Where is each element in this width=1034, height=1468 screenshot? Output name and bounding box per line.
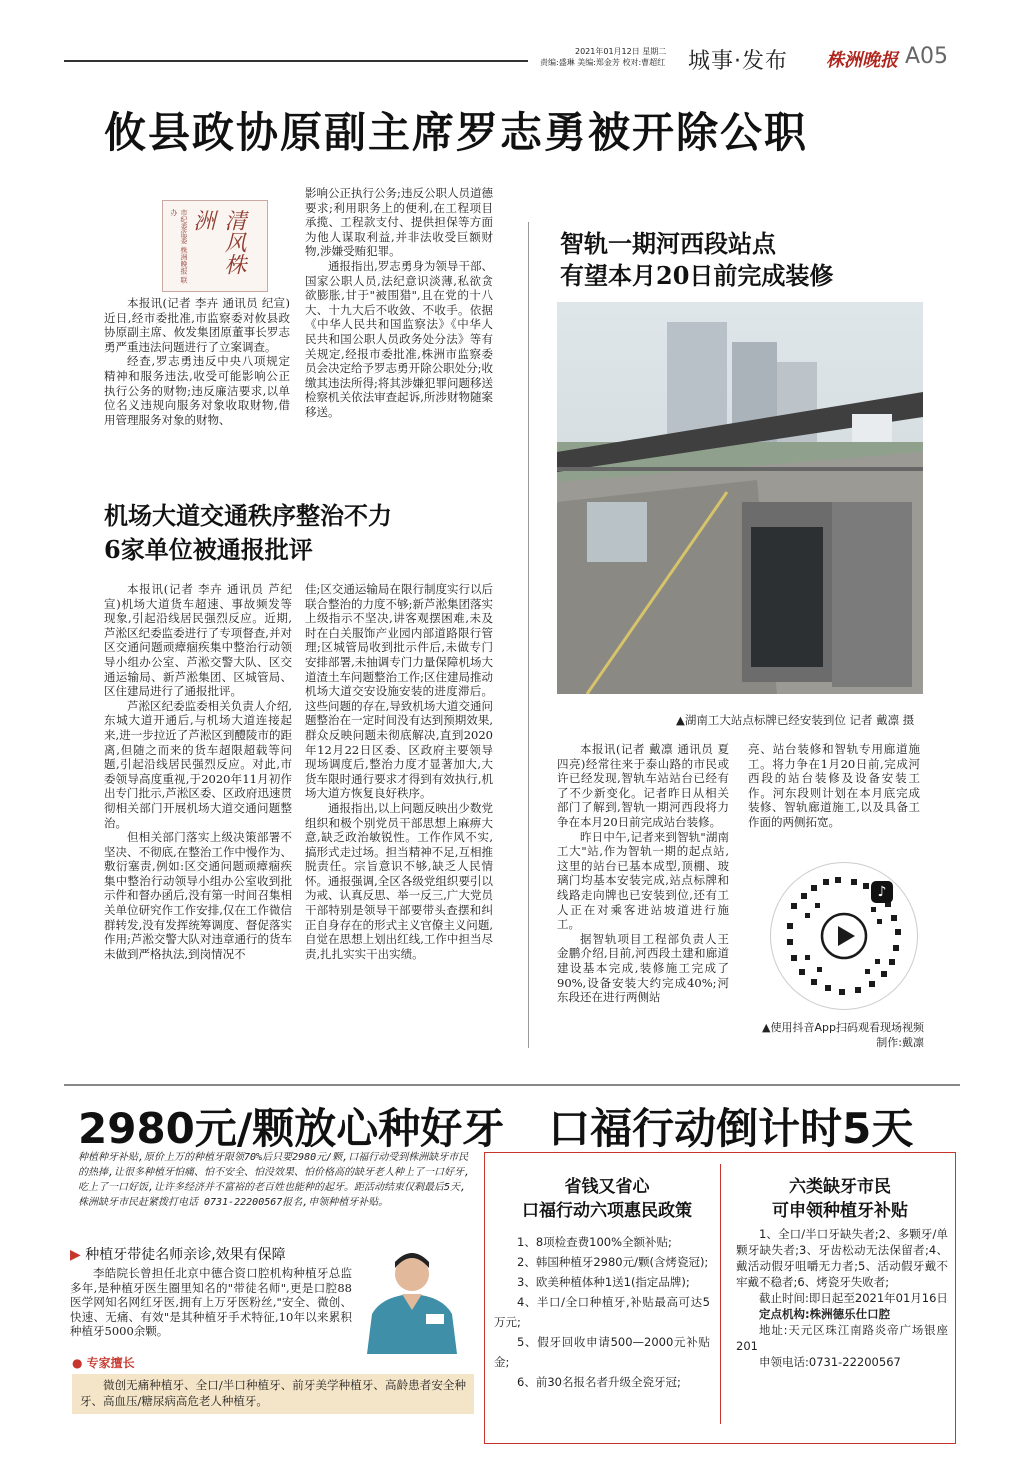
subsidy-title2: 可申领种植牙补贴 [772,1201,908,1221]
subsidy-text-p: 1、全口/半口牙缺失者;2、多颗牙/单颗牙缺失者;3、牙齿松动无法保留者;4、戴活动假牙咀嚼无力者;5、活动假牙戴不牢戴不稳者;6、烤瓷牙失败者; [736,1227,948,1289]
article1-col1-p2: 经查,罗志勇违反中央八项规定精神和服务违法,收受可能影响公正执行公务的财物;违反廉洁要求,以单位名义违规向服务对象收取财物,借用管理服务对象的财物、 [104,354,290,427]
article2-col1-p1: 本报讯(记者 李卉 通讯员 芦纪宣)机场大道货车超速、事故频发等现象,引起沿线居民强烈反应。近期,芦淞区纪委监委进行了专项督查,并对区交通问题顽瘴痼疾集中整治行动领导小组办公室、芦淞交警大队、区交通运输局、新芦淞集团、区城管局、区住建局进行了通报批评。 [104,582,292,699]
brand-logo: 株洲晚报 [826,50,898,71]
douyin-logo-icon: ♪ [871,881,893,903]
doctor-text-p: 李皓院长曾担任北京中德合资口腔机构种植牙总监多年,是种植牙医生圈里知名的"带徒名师",更是口腔88医学网知名网红牙医,拥有上万牙医粉丝,"安全、微创、快速、无痛、有效"是其种植牙手术特征,10年以来累积种植牙5000余颗。 [70,1266,352,1339]
article2-col2 [305,582,493,1048]
org-label: 定点机构:株洲德乐仕口腔 [759,1307,891,1321]
article3-col1 [557,742,729,1050]
policy-title2: 口福行动六项惠民政策 [522,1201,692,1221]
stamp-sub: 市纪委监委 株洲晚报 联办 [170,209,188,284]
article1-col2-p1: 影响公正执行公务;违反公职人员道德要求;利用职务上的便利,在工程项目承揽、工程款支付、提供担保等方面为他人谋取利益,并非法收受巨额财物,涉嫌受贿犯罪。 [305,186,493,259]
date-line: 2021年01月12日 星期二 [575,47,667,56]
policy-item-5: 5、假牙回收申请500—2000元补贴金; [494,1335,710,1369]
qr-pattern [771,863,917,1009]
address-text: 地址:天元区珠江南路炎帝广场银座201 [736,1323,948,1353]
stamp-text: 清风株洲 [190,209,246,275]
station-photo [557,302,923,694]
expert-label [72,1354,135,1371]
doctor-heading-text: 种植牙带徒名师亲诊,效果有保障 [85,1247,286,1263]
article3-col1-p1: 本报讯(记者 戴凛 通讯员 夏四亮)经常往来于泰山路的市民或许已经发现,智轨车站站台已经有了不少新变化。记者昨日从相关部门了解到,智轨一期河西段将力争在本月20日前完成站台装修。 [557,742,729,829]
station-photo-illustration [557,302,923,694]
policy-item-4: 4、半口/全口种植牙,补贴最高可达5万元; [494,1295,710,1329]
article3-col1-p2: 昨日中午,记者来到智轨"湖南工大"站,作为智轨一期的起点站,这里的站台已基本成型,顶棚、玻璃门均基本安装完成,站点标牌和线路走向牌也已安装到位,还有工人正在对乘客进站坡道进行施工。 [557,829,729,932]
article2-col1 [104,582,292,1048]
expert-box [72,1374,474,1414]
photo-caption: ▲湖南工大站点标牌已经安装到位 记者 戴凛 摄 [676,713,915,727]
doctor-text [70,1266,352,1346]
article2-col2-p1: 佳;区交通运输局在限行制度实行以后联合整治的力度不够;新芦淞集团落实上级指示不坚决,讲客观摆困难,未及时在白关服饰产业园内部道路限行管理;区城管局收到批示件后,未做专门安排部署,未抽调专门力量保障机场大道渣土车问题整治工作;区住建局推动机场大道交安设施安装的进度滞后。这些问题的存在,导致机场大道交通问题整治在一定时间没有达到预期效果,群众反映问题未彻底解决,直到2020年12月22日区委、区政府主要领导现场调度后,整治力度才显著加大,大货车限时通行要求才得到有效执行,机场大道方恢复良好秩序。 [305,582,493,801]
doctor-photo [352,1244,472,1354]
policy-item-2: 2、韩国种植牙2980元/颗(含烤瓷冠); [517,1255,709,1269]
article1-col1-p1: 本报讯(记者 李卉 通讯员 纪宣)近日,经市委批准,市监察委对攸县政协原副主席、攸发集团原董事长罗志勇严重违法问题进行了立案调查。 [104,296,290,354]
article1-col2-p2: 通报指出,罗志勇身为领导干部、国家公职人员,法纪意识淡薄,私欲贪欲膨胀,甘于"被围猎",且在党的十八大、十九大后不收敛、不收手。依据《中华人民共和国监察法》《中华人民共和国公职人员政务处分法》等有关规定,经报市委批准,株洲市监察委员会决定给予罗志勇开除公职处分;收缴其违法所得;将其涉嫌犯罪问题移送检察机关依法审查起诉,所涉财物随案移送。 [305,258,493,419]
article3-headline-line2: 有望本月20日前完成装修 [560,261,834,290]
article2-headline-line1: 机场大道交通秩序整治不力 [104,501,392,530]
expert-label-text: 专家擅长 [86,1356,135,1370]
subsidy-text [736,1226,948,1370]
article1-headline: 攸县政协原副主席罗志勇被开除公职 [104,108,809,157]
policy-item-3: 3、欧美种植体种1送1(指定品牌); [517,1275,690,1289]
staff-line: 责编:盛琳 美编:郑金芳 校对:曹超红 [540,58,666,67]
article3-col1-p3: 据智轨项目工程部负责人王金鹏介绍,目前,河西段土建和廊道建设基本完成,装修施工完成了90%,设备安装大约完成40%;河东段还在进行两侧站 [557,931,729,1005]
ad-top-rule [64,1084,960,1086]
doctor-illustration [352,1244,472,1354]
doctor-heading [70,1244,286,1264]
clean-wind-stamp [162,200,268,292]
circle-bullet-icon: ● [72,1356,83,1370]
qr-caption: ▲使用抖音App扫码观看现场视频 制作:戴凛 [762,1021,924,1049]
ad-title: 2980元/颗放心种好牙 口福行动倒计时5天 [78,1104,914,1153]
policy-title1: 省钱又省心 [564,1177,650,1197]
article3-col2-p1: 亮、站台装修和智轨专用廊道施工。将力争在1月20日前,完成河西段的站台装修及设备安装工作。河东段则计划在本月底完成装修、智轨廊道施工,以及具备工作面的两侧拓宽。 [748,742,920,829]
article2-col1-p3: 但相关部门落实上级决策部署不坚决、不彻底,在整治工作中慢作为、敷衍塞责,例如:区交通问题顽瘴痼疾集中整治行动领导小组办公室收到批示件和督办函后,没有第一时间召集相关单位研究作工作安排,仅在工作微信群转发,没有发挥统筹调度、督促落实作用;芦淞交警大队对违章通行的货车未做到严格执法,到岗情况不 [104,830,292,961]
policy-item-1: 1、8项检查费100%全额补贴; [517,1235,672,1249]
deadline-text: 截止时间:即日起至2021年01月16日 [759,1291,948,1305]
header-rule [64,60,528,62]
article3-col2 [748,742,920,842]
article3-headline-line1: 智轨一期河西段站点 [560,229,776,258]
column-divider [528,222,529,1048]
policy-item-6: 6、前30名报名者升级全瓷牙冠; [517,1375,681,1389]
arrow-icon: ▶ [70,1247,81,1263]
article2-col1-p2: 芦淞区纪委监委相关负责人介绍,东城大道开通后,与机场大道连接起来,进一步拉近了芦淞区到醴陵市的距离,但随之而来的货车超限超载等问题,引起沿线居民强烈反应。对此,市委领导高度重视,于2020年11月初作出专门批示,芦淞区委、区政府迅速贯彻相关部门开展机场大道交通问题整治。 [104,698,292,830]
ad-intro: 种植种牙补贴,原价上万的种植牙限领70%后只要2980元/颗,口福行动受到株洲缺牙市民的热捧,让很多种植牙怕痛、怕不安全、怕没效果、怕价格高的缺牙老人种上了一口好牙,吃上了一口好饭,让许多经济并不富裕的老百姓也能种的起牙。距活动结束仅剩最后5天,株洲缺牙市民赶紧拨打电话 0731-22200567报名,申领种植牙补贴。 [78,1152,471,1208]
page-number: A05 [905,44,949,69]
phone-text: 申领电话:0731-22200567 [759,1355,901,1369]
article1-col1 [104,296,290,460]
douyin-qr-code[interactable] [770,862,918,1010]
article2-col2-p2: 通报指出,以上问题反映出少数党组织和极个别党员干部思想上麻痹大意,缺乏政治敏锐性。工作作风不实,搞形式走过场。担当精神不足,互相推脱责任。宗旨意识不够,缺乏人民情怀。通报强调,全区各级党组织要引以为戒、认真反思、举一反三,广大党员干部特别是领导干部要带头查摆和纠正自身存在的形式主义官僚主义问题,自觉在思想上划出红线,工作中担当尽责,扎扎实实干出实绩。 [305,800,493,961]
policy-list [494,1232,710,1392]
article2-headline-line2: 6家单位被通报批评 [104,535,313,564]
section-title: 城事·发布 [688,49,788,74]
subsidy-title1: 六类缺牙市民 [789,1177,891,1197]
expert-text: 微创无痛种植牙、全口/半口种植牙、前牙美学种植牙、高龄患者安全种牙、高血压/糖尿病高危老人种植牙。 [80,1378,466,1408]
article1-col2 [305,186,493,462]
policy-divider [720,1164,721,1424]
